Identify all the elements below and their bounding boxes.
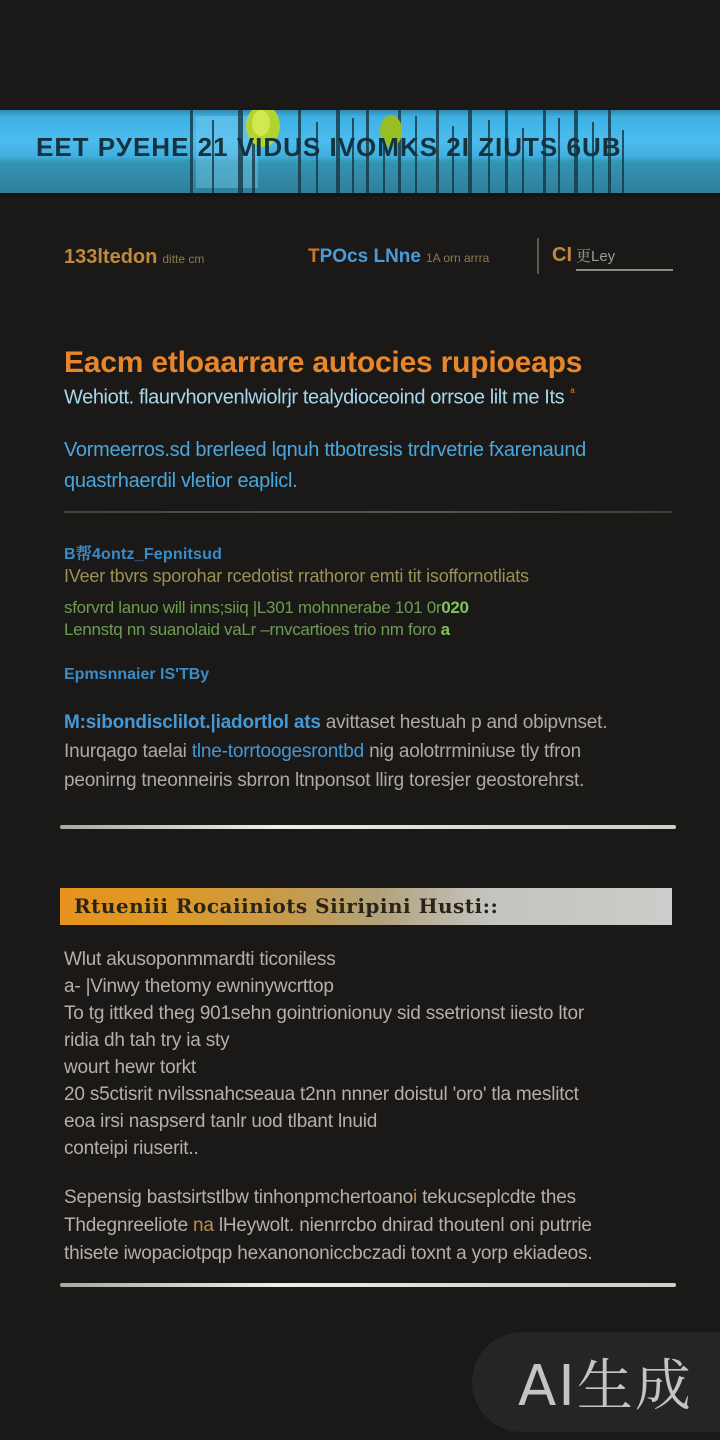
hero-banner [0, 110, 720, 196]
closing-seg-5: thisete iwopaciotpqp hexanononiccbczadi toxnt a yorp ekiadeos. [64, 1243, 593, 1264]
section-divider [64, 511, 672, 513]
meta-divider [537, 238, 539, 274]
meta-date [64, 246, 204, 269]
meta-author-prefix: T [308, 246, 320, 267]
highlight-bar [60, 888, 672, 925]
body-line: Wlut akusoponmmardti ticoniless [64, 949, 336, 970]
banner-title: ЕЕТ РУЕНЕ 21 VIDUS IVOMKS 2I ZIUTS 6UB [36, 132, 622, 162]
notice-intro-line: IVeer tbvrs sporohar rcedotist rrathoror emti tit isoffornotliats [64, 566, 529, 586]
subtitle [64, 385, 574, 410]
lead-paragraph [64, 435, 586, 497]
subtitle-footnote-mark: ᵃ [570, 385, 575, 399]
headline: Eacm etloaarrare autocies rupioeaps [64, 346, 583, 379]
section-heading: Epmsnnaier IS'TBy [64, 666, 210, 683]
notice-detail-line-2: sforvrd lanuo will inns;siiq |L301 mohnnerabe 101 0r [64, 598, 442, 617]
meta-link[interactable] [552, 244, 673, 271]
ai-watermark-badge [472, 1332, 720, 1432]
meta-author-note: 1A orn arrra [425, 251, 490, 265]
body-line: conteipi riuserit.. [64, 1138, 199, 1159]
lead-line-2: quastrhaerdil vletior eaplicl. [64, 470, 298, 492]
body-line: a- |Vinwy thetomy ewninywcrttop [64, 976, 334, 997]
notice-detail-line-2-bold: 020 [441, 598, 469, 617]
body-paragraph-seg-4: peonirng tneonneiris sbrron ltnponsot llirg toresjer geostorehrst. [64, 770, 585, 791]
body-line: 20 s5ctisrit nvilssnahcseaua t2nn nnner doistul 'oro' tla meslitct [64, 1084, 579, 1105]
meta-link-prefix: CI [552, 244, 572, 266]
notice-detail-line-3-bold: a [440, 620, 450, 639]
meta-author-name: POcs LNne [319, 246, 421, 267]
closing-seg-4: lHeywolt. nienrrcbo dnirad thoutenl oni putrrie [213, 1215, 592, 1236]
closing-accent-1: i [412, 1187, 418, 1208]
meta-date-value: 133ltedon [64, 246, 158, 268]
meta-link-label[interactable]: 更Ley [576, 245, 673, 271]
notice-detail-line-3: Lennstq nn suanolaid vaLr –rnvcartioes trio nm foro [64, 620, 441, 639]
lead-line-1: Vormeerros.sd brerleed lqnuh ttbotresis trdrvetrie fxarenaund [64, 439, 586, 461]
notice-detail-block [64, 597, 469, 641]
body-line: ridia dh tah try ia sty [64, 1030, 230, 1051]
divider-bright-bottom [60, 1283, 676, 1287]
ai-watermark-label: AI生成 [518, 1354, 693, 1419]
closing-seg-3: Thdegnreeliote [64, 1215, 194, 1236]
subtitle-text: Wehiott. flaurvhorvenlwiolrjr tealydioceoind orrsoe lilt me Its [64, 386, 565, 409]
body-line: wourt hewr torkt [64, 1057, 196, 1078]
meta-author [308, 246, 489, 268]
divider-bright-top [60, 825, 676, 829]
body-paragraph-seg-1: avittaset hestuah p and obipvnset. [320, 712, 608, 733]
body-paragraph-seg-3: nig aolotrrminiuse tly tfron [363, 741, 581, 762]
body-paragraph-seg-2: Inurqago taelai [64, 741, 192, 762]
highlight-label: Rtueniii Rocaiiniots Siiripini Husti:: [74, 894, 499, 918]
body-line: To tg ittked theg 901sehn gointrionionuy sid ssetrionst iiesto ltor [64, 1003, 584, 1024]
body-lines-block [64, 946, 584, 1162]
body-paragraph [64, 708, 607, 795]
body-line: eoa irsi naspserd tanlr uod tlbant lnuid [64, 1111, 378, 1132]
body-paragraph-term: M:sibondisclilot.|iadortlol ats [64, 712, 321, 733]
closing-accent-2: na [193, 1215, 214, 1236]
closing-paragraph [64, 1184, 592, 1268]
closing-seg-2: tekucseplcdte thes [417, 1187, 576, 1208]
notice-heading: B帮4ontz_Fepnitsud [64, 546, 223, 563]
body-paragraph-link-text: tlne-torrtoogesrontbd [191, 741, 364, 762]
closing-seg-1: Sepensig bastsirtstlbw tinhonpmchertoano [64, 1187, 413, 1208]
meta-date-note: ditte cm [162, 252, 205, 266]
